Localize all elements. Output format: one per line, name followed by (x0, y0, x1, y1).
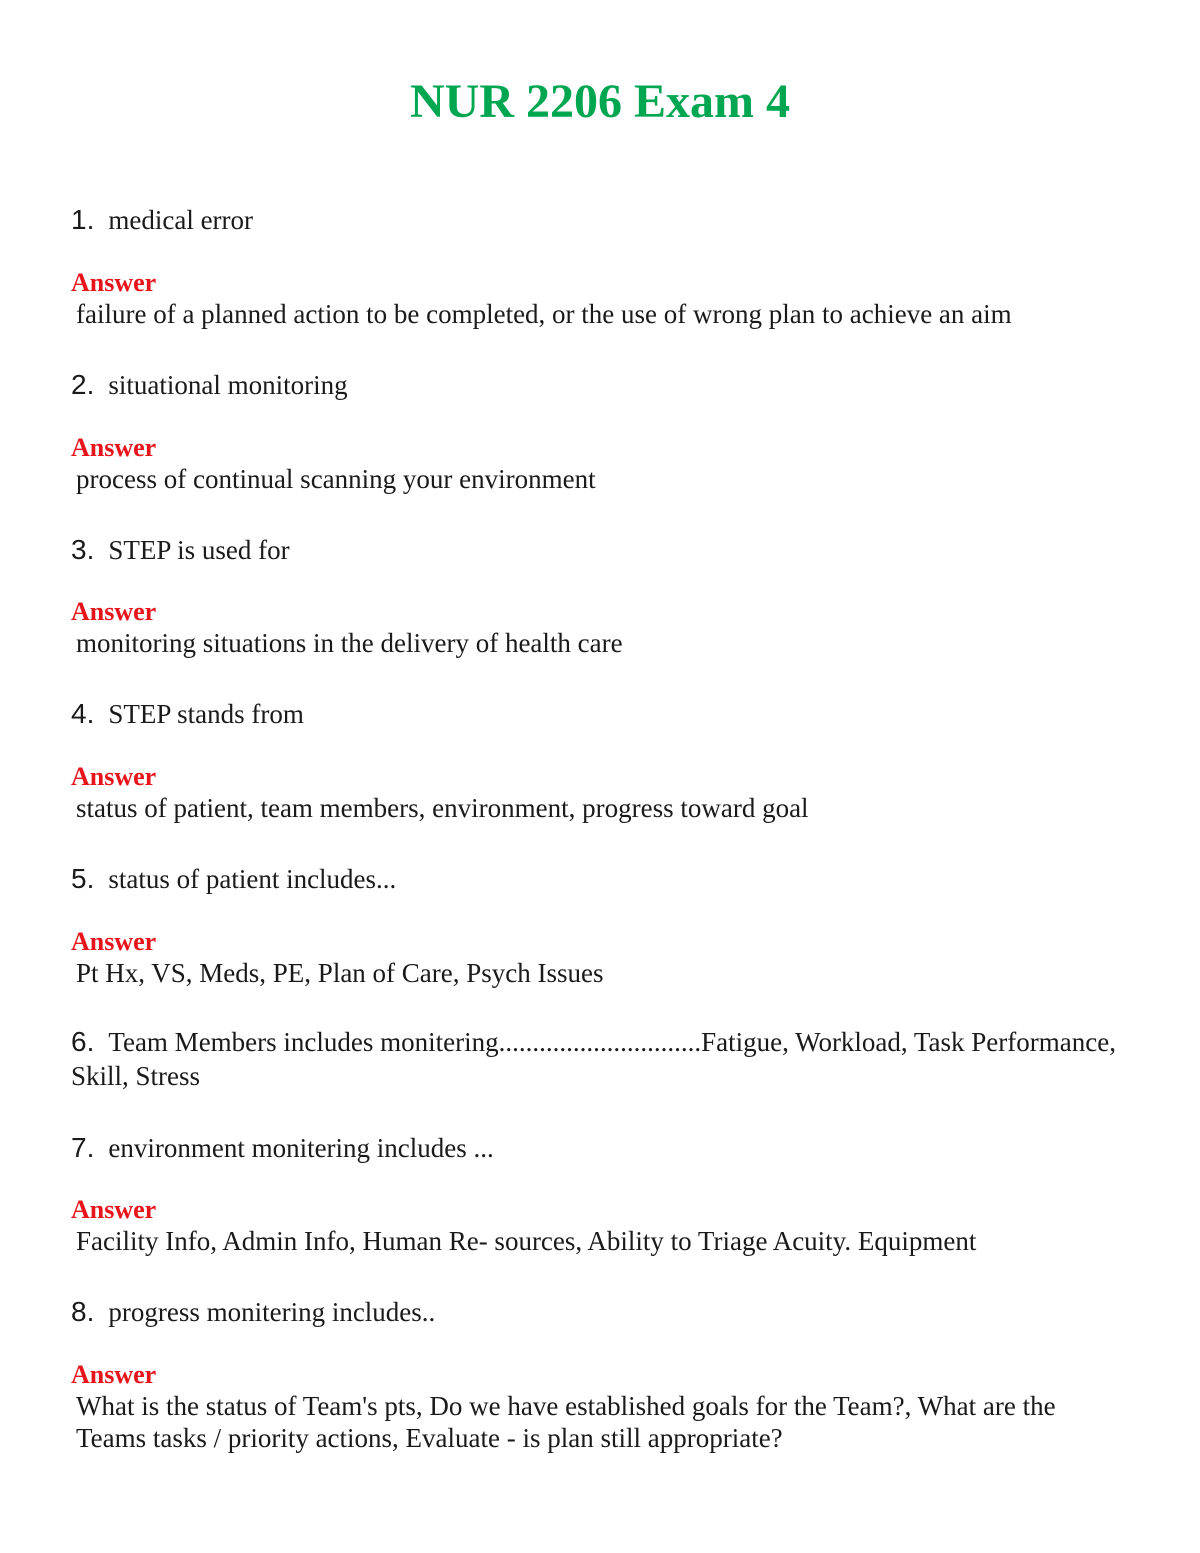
answer-text-3: monitoring situations in the delivery of health care (76, 628, 623, 658)
question-text: Team Members includes monitering..............................Fatigue, Workload, Task Performance, Skill, Stress (71, 1027, 1116, 1091)
question-number: 4. (71, 698, 95, 729)
answer-text-5: Pt Hx, VS, Meds, PE, Plan of Care, Psych Issues (76, 958, 604, 988)
question-text: medical error (108, 205, 254, 235)
answer-text-4: status of patient, team members, environment, progress toward goal (76, 793, 809, 823)
answer-label: Answer (71, 1195, 157, 1224)
question-text: STEP is used for (108, 535, 290, 565)
answer-text-8: What is the status of Team's pts, Do we have established goals for the Team?, What are the Teams tasks / priority actions, Evaluate - is plan still appropriate? (76, 1391, 1056, 1453)
question-7 (71, 1131, 1131, 1165)
question-3 (71, 533, 1131, 567)
answer-label: Answer (71, 762, 157, 791)
answer-text-1: failure of a planned action to be completed, or the use of wrong plan to achieve an aim (76, 299, 1012, 329)
answer-label: Answer (71, 597, 157, 626)
question-1 (71, 203, 1131, 237)
question-number: 1. (71, 204, 95, 235)
question-number: 5. (71, 863, 95, 894)
answer-text-2: process of continual scanning your environment (76, 464, 596, 494)
question-6 (71, 1025, 1131, 1093)
question-number: 7. (71, 1132, 95, 1163)
answer-label: Answer (71, 1360, 157, 1389)
question-text: status of patient includes... (108, 864, 397, 894)
answer-label: Answer (71, 433, 157, 462)
question-number: 6. (71, 1026, 95, 1057)
question-8 (71, 1295, 1131, 1329)
question-number: 2. (71, 369, 95, 400)
question-text: situational monitoring (108, 370, 348, 400)
question-text: STEP stands from (108, 699, 304, 729)
answer-label: Answer (71, 268, 157, 297)
question-text: progress monitering includes.. (108, 1297, 436, 1327)
answer-label: Answer (71, 927, 157, 956)
question-text: environment monitering includes ... (108, 1133, 494, 1163)
question-4 (71, 697, 1131, 731)
question-2 (71, 368, 1131, 402)
answer-text-7: Facility Info, Admin Info, Human Re- sources, Ability to Triage Acuity. Equipment (76, 1226, 977, 1256)
question-number: 8. (71, 1296, 95, 1327)
page-title: NUR 2206 Exam 4 (410, 75, 790, 128)
question-number: 3. (71, 534, 95, 565)
question-5 (71, 862, 1131, 896)
